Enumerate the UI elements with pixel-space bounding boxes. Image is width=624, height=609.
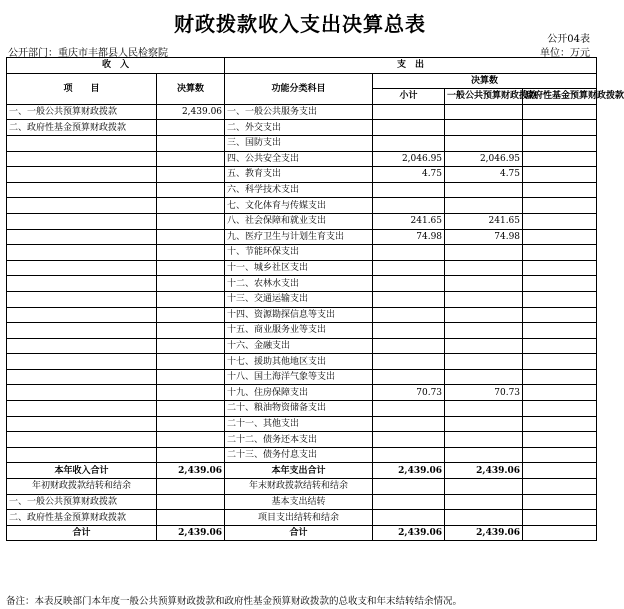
- income-item-label: [7, 338, 157, 354]
- project-carry-general: [445, 510, 523, 526]
- expense-subtotal: [373, 354, 445, 370]
- income-item-label: [7, 167, 157, 183]
- expense-fund: [523, 307, 597, 323]
- income-item-value: [157, 182, 225, 198]
- project-carry-subtotal: [373, 510, 445, 526]
- expense-general: [445, 401, 523, 417]
- footnote: 备注：本表反映部门本年度一般公共预算财政拨款和政府性基金预算财政拨款的总收支和年末结转结余情况。: [6, 596, 463, 607]
- expense-subtotal: [373, 401, 445, 417]
- summary-row: [7, 525, 597, 541]
- expense-subtotal: [373, 323, 445, 339]
- expense-header: 支 出: [225, 58, 597, 74]
- expense-item-label: 十二、农林水支出: [225, 276, 373, 292]
- table-row: [7, 167, 597, 183]
- income-item-label: [7, 323, 157, 339]
- expense-item-label: 二十、粮油物资储备支出: [225, 401, 373, 417]
- expense-general: [445, 307, 523, 323]
- income-item-value: 2,439.06: [157, 104, 225, 120]
- expense-subtotal: 4.75: [373, 167, 445, 183]
- expense-item-label: 十四、资源勘探信息等支出: [225, 307, 373, 323]
- table-row: [7, 307, 597, 323]
- final-amount-header: 决算数: [157, 73, 225, 104]
- expense-general: [445, 245, 523, 261]
- income-item-label: [7, 291, 157, 307]
- end-carry-subtotal: [373, 479, 445, 495]
- income-item-label: [7, 416, 157, 432]
- expense-fund: [523, 447, 597, 463]
- income-item-label: [7, 276, 157, 292]
- income-item-value: [157, 354, 225, 370]
- table-row: [7, 385, 597, 401]
- expense-general: [445, 260, 523, 276]
- expense-subtotal: 2,046.95: [373, 151, 445, 167]
- income-item-label: [7, 369, 157, 385]
- expense-subtotal: [373, 120, 445, 136]
- expense-subtotal: [373, 432, 445, 448]
- expense-general: [445, 198, 523, 214]
- expense-subtotal: [373, 135, 445, 151]
- income-item-label: [7, 151, 157, 167]
- table-row: [7, 416, 597, 432]
- expense-general: 241.65: [445, 213, 523, 229]
- income-total-label: 本年收入合计: [7, 463, 157, 479]
- basic-carry-fund: [523, 494, 597, 510]
- table-body: [7, 58, 624, 541]
- expense-item-label: 十五、商业服务业等支出: [225, 323, 373, 339]
- expense-general: [445, 416, 523, 432]
- expense-fund: [523, 416, 597, 432]
- expense-subtotal: [373, 276, 445, 292]
- expense-fund: [523, 338, 597, 354]
- income-item-value: [157, 167, 225, 183]
- income-header: 收 入: [7, 58, 225, 74]
- income-total-value: 2,439.06: [157, 463, 225, 479]
- income-item-value: [157, 416, 225, 432]
- income-item-value: [157, 291, 225, 307]
- basic-carry-subtotal: [373, 494, 445, 510]
- expense-fund: [523, 354, 597, 370]
- department-label: 公开部门：重庆市丰都县人民检察院: [8, 48, 168, 59]
- income-item-value: [157, 338, 225, 354]
- expense-item-label: 六、科学技术支出: [225, 182, 373, 198]
- expense-fund: [523, 291, 597, 307]
- expense-fund: [523, 135, 597, 151]
- summary-row: [7, 463, 597, 479]
- expense-subtotal: [373, 416, 445, 432]
- expense-fund: [523, 401, 597, 417]
- begin-fund-label: 二、政府性基金预算财政拨款: [7, 510, 157, 526]
- expense-item-label: 十六、金融支出: [225, 338, 373, 354]
- expense-subtotal: [373, 369, 445, 385]
- gov-fund-header: 政府性基金预算财政拨款: [523, 89, 597, 105]
- expense-subtotal: [373, 260, 445, 276]
- income-item-value: [157, 369, 225, 385]
- fiscal-summary-table: [6, 57, 624, 541]
- expense-subtotal: [373, 447, 445, 463]
- expense-item-label: 一、一般公共服务支出: [225, 104, 373, 120]
- income-item-label: [7, 245, 157, 261]
- subtotal-header: 小计: [373, 89, 445, 105]
- expense-item-label: 十九、住房保障支出: [225, 385, 373, 401]
- table-row: [7, 213, 597, 229]
- expense-item-label: 九、医疗卫生与计划生育支出: [225, 229, 373, 245]
- general-budget-header: 一般公共预算财政拨款: [445, 89, 523, 105]
- income-item-label: [7, 260, 157, 276]
- expense-general: [445, 338, 523, 354]
- table-row: [7, 198, 597, 214]
- grand-expense-label: 合计: [225, 525, 373, 541]
- expense-general: [445, 432, 523, 448]
- expense-total-fund: [523, 463, 597, 479]
- expense-general: [445, 447, 523, 463]
- expense-fund: [523, 167, 597, 183]
- expense-subtotal: [373, 291, 445, 307]
- expense-general: 70.73: [445, 385, 523, 401]
- expense-general: [445, 135, 523, 151]
- table-row: [7, 338, 597, 354]
- expense-item-label: 十、节能环保支出: [225, 245, 373, 261]
- summary-row: [7, 494, 597, 510]
- expense-item-label: 十一、城乡社区支出: [225, 260, 373, 276]
- unit-label: 单位：万元: [540, 48, 590, 59]
- expense-subtotal: 74.98: [373, 229, 445, 245]
- income-item-value: [157, 260, 225, 276]
- table-row: [7, 369, 597, 385]
- expense-item-label: 四、公共安全支出: [225, 151, 373, 167]
- table-row: [7, 432, 597, 448]
- income-item-label: [7, 182, 157, 198]
- expense-general: [445, 120, 523, 136]
- income-item-value: [157, 401, 225, 417]
- expense-general: [445, 369, 523, 385]
- expense-item-label: 十八、国土海洋气象等支出: [225, 369, 373, 385]
- begin-general-value: [157, 494, 225, 510]
- income-item-value: [157, 229, 225, 245]
- expense-fund: [523, 245, 597, 261]
- expense-total-label: 本年支出合计: [225, 463, 373, 479]
- grand-subtotal: 2,439.06: [373, 525, 445, 541]
- expense-general: 2,046.95: [445, 151, 523, 167]
- expense-fund: [523, 120, 597, 136]
- project-carry-label: 项目支出结转和结余: [225, 510, 373, 526]
- expense-item-label: 五、教育支出: [225, 167, 373, 183]
- expense-item-label: 二十一、其他支出: [225, 416, 373, 432]
- income-item-value: [157, 198, 225, 214]
- table-row: [7, 229, 597, 245]
- table-row: [7, 276, 597, 292]
- table-row: [7, 401, 597, 417]
- begin-carry-value: [157, 479, 225, 495]
- expense-item-label: 二、外交支出: [225, 120, 373, 136]
- income-item-label: [7, 385, 157, 401]
- end-carry-fund: [523, 479, 597, 495]
- expense-fund: [523, 213, 597, 229]
- table-row: [7, 447, 597, 463]
- expense-fund: [523, 369, 597, 385]
- income-item-label: [7, 198, 157, 214]
- func-category-header: 功能分类科目: [225, 73, 373, 104]
- expense-item-label: 十三、交通运输支出: [225, 291, 373, 307]
- expense-general: 74.98: [445, 229, 523, 245]
- expense-subtotal: [373, 307, 445, 323]
- end-carry-general: [445, 479, 523, 495]
- income-item-label: [7, 447, 157, 463]
- expense-fund: [523, 104, 597, 120]
- expense-fund: [523, 151, 597, 167]
- expense-fund: [523, 260, 597, 276]
- table-row: [7, 135, 597, 151]
- expense-general: [445, 104, 523, 120]
- expense-total-general: 2,439.06: [445, 463, 523, 479]
- expense-total-subtotal: 2,439.06: [373, 463, 445, 479]
- income-item-label: [7, 307, 157, 323]
- income-item-value: [157, 385, 225, 401]
- income-item-value: [157, 151, 225, 167]
- end-carry-label: 年末财政拨款结转和结余: [225, 479, 373, 495]
- final-amount-header-2: 决算数: [373, 73, 597, 89]
- basic-carry-general: [445, 494, 523, 510]
- grand-income-label: 合计: [7, 525, 157, 541]
- expense-subtotal: [373, 338, 445, 354]
- income-item-label: 一、一般公共预算财政拨款: [7, 104, 157, 120]
- begin-fund-value: [157, 510, 225, 526]
- expense-general: [445, 182, 523, 198]
- table-row: [7, 245, 597, 261]
- income-item-label: [7, 213, 157, 229]
- expense-fund: [523, 229, 597, 245]
- expense-general: [445, 354, 523, 370]
- income-item-label: [7, 135, 157, 151]
- expense-general: [445, 276, 523, 292]
- income-item-value: [157, 120, 225, 136]
- income-item-value: [157, 245, 225, 261]
- item-header: 项 目: [7, 73, 157, 104]
- expense-item-label: 十七、援助其他地区支出: [225, 354, 373, 370]
- income-item-value: [157, 432, 225, 448]
- table-row: [7, 151, 597, 167]
- grand-general: 2,439.06: [445, 525, 523, 541]
- expense-subtotal: 70.73: [373, 385, 445, 401]
- income-item-value: [157, 213, 225, 229]
- basic-carry-label: 基本支出结转: [225, 494, 373, 510]
- table-row: [7, 104, 597, 120]
- income-item-value: [157, 323, 225, 339]
- income-item-label: [7, 229, 157, 245]
- table-row: [7, 182, 597, 198]
- income-item-label: [7, 401, 157, 417]
- begin-general-label: 一、一般公共预算财政拨款: [7, 494, 157, 510]
- table-row: [7, 323, 597, 339]
- expense-subtotal: [373, 198, 445, 214]
- expense-item-label: 二十三、债务付息支出: [225, 447, 373, 463]
- table-row: [7, 291, 597, 307]
- page-title: 财政拨款收入支出决算总表: [174, 12, 426, 36]
- income-item-label: [7, 432, 157, 448]
- income-item-label: 二、政府性基金预算财政拨款: [7, 120, 157, 136]
- grand-fund: [523, 525, 597, 541]
- header-row-1: [7, 58, 597, 74]
- expense-subtotal: 241.65: [373, 213, 445, 229]
- table-row: [7, 120, 597, 136]
- expense-subtotal: [373, 182, 445, 198]
- expense-fund: [523, 432, 597, 448]
- table-row: [7, 260, 597, 276]
- expense-subtotal: [373, 245, 445, 261]
- expense-general: [445, 291, 523, 307]
- expense-subtotal: [373, 104, 445, 120]
- expense-general: [445, 323, 523, 339]
- form-number: 公开04表: [547, 34, 590, 45]
- expense-item-label: 七、文化体育与传媒支出: [225, 198, 373, 214]
- grand-income-value: 2,439.06: [157, 525, 225, 541]
- expense-general: 4.75: [445, 167, 523, 183]
- summary-row: [7, 510, 597, 526]
- expense-item-label: 八、社会保障和就业支出: [225, 213, 373, 229]
- expense-fund: [523, 385, 597, 401]
- income-item-value: [157, 135, 225, 151]
- summary-row: [7, 479, 597, 495]
- expense-fund: [523, 198, 597, 214]
- project-carry-fund: [523, 510, 597, 526]
- income-item-value: [157, 307, 225, 323]
- income-item-value: [157, 276, 225, 292]
- expense-item-label: 三、国防支出: [225, 135, 373, 151]
- expense-fund: [523, 276, 597, 292]
- expense-item-label: 二十二、债务还本支出: [225, 432, 373, 448]
- income-item-label: [7, 354, 157, 370]
- table-row: [7, 354, 597, 370]
- expense-fund: [523, 323, 597, 339]
- begin-carry-label: 年初财政拨款结转和结余: [7, 479, 157, 495]
- header-row-2: [7, 73, 597, 89]
- income-item-value: [157, 447, 225, 463]
- expense-fund: [523, 182, 597, 198]
